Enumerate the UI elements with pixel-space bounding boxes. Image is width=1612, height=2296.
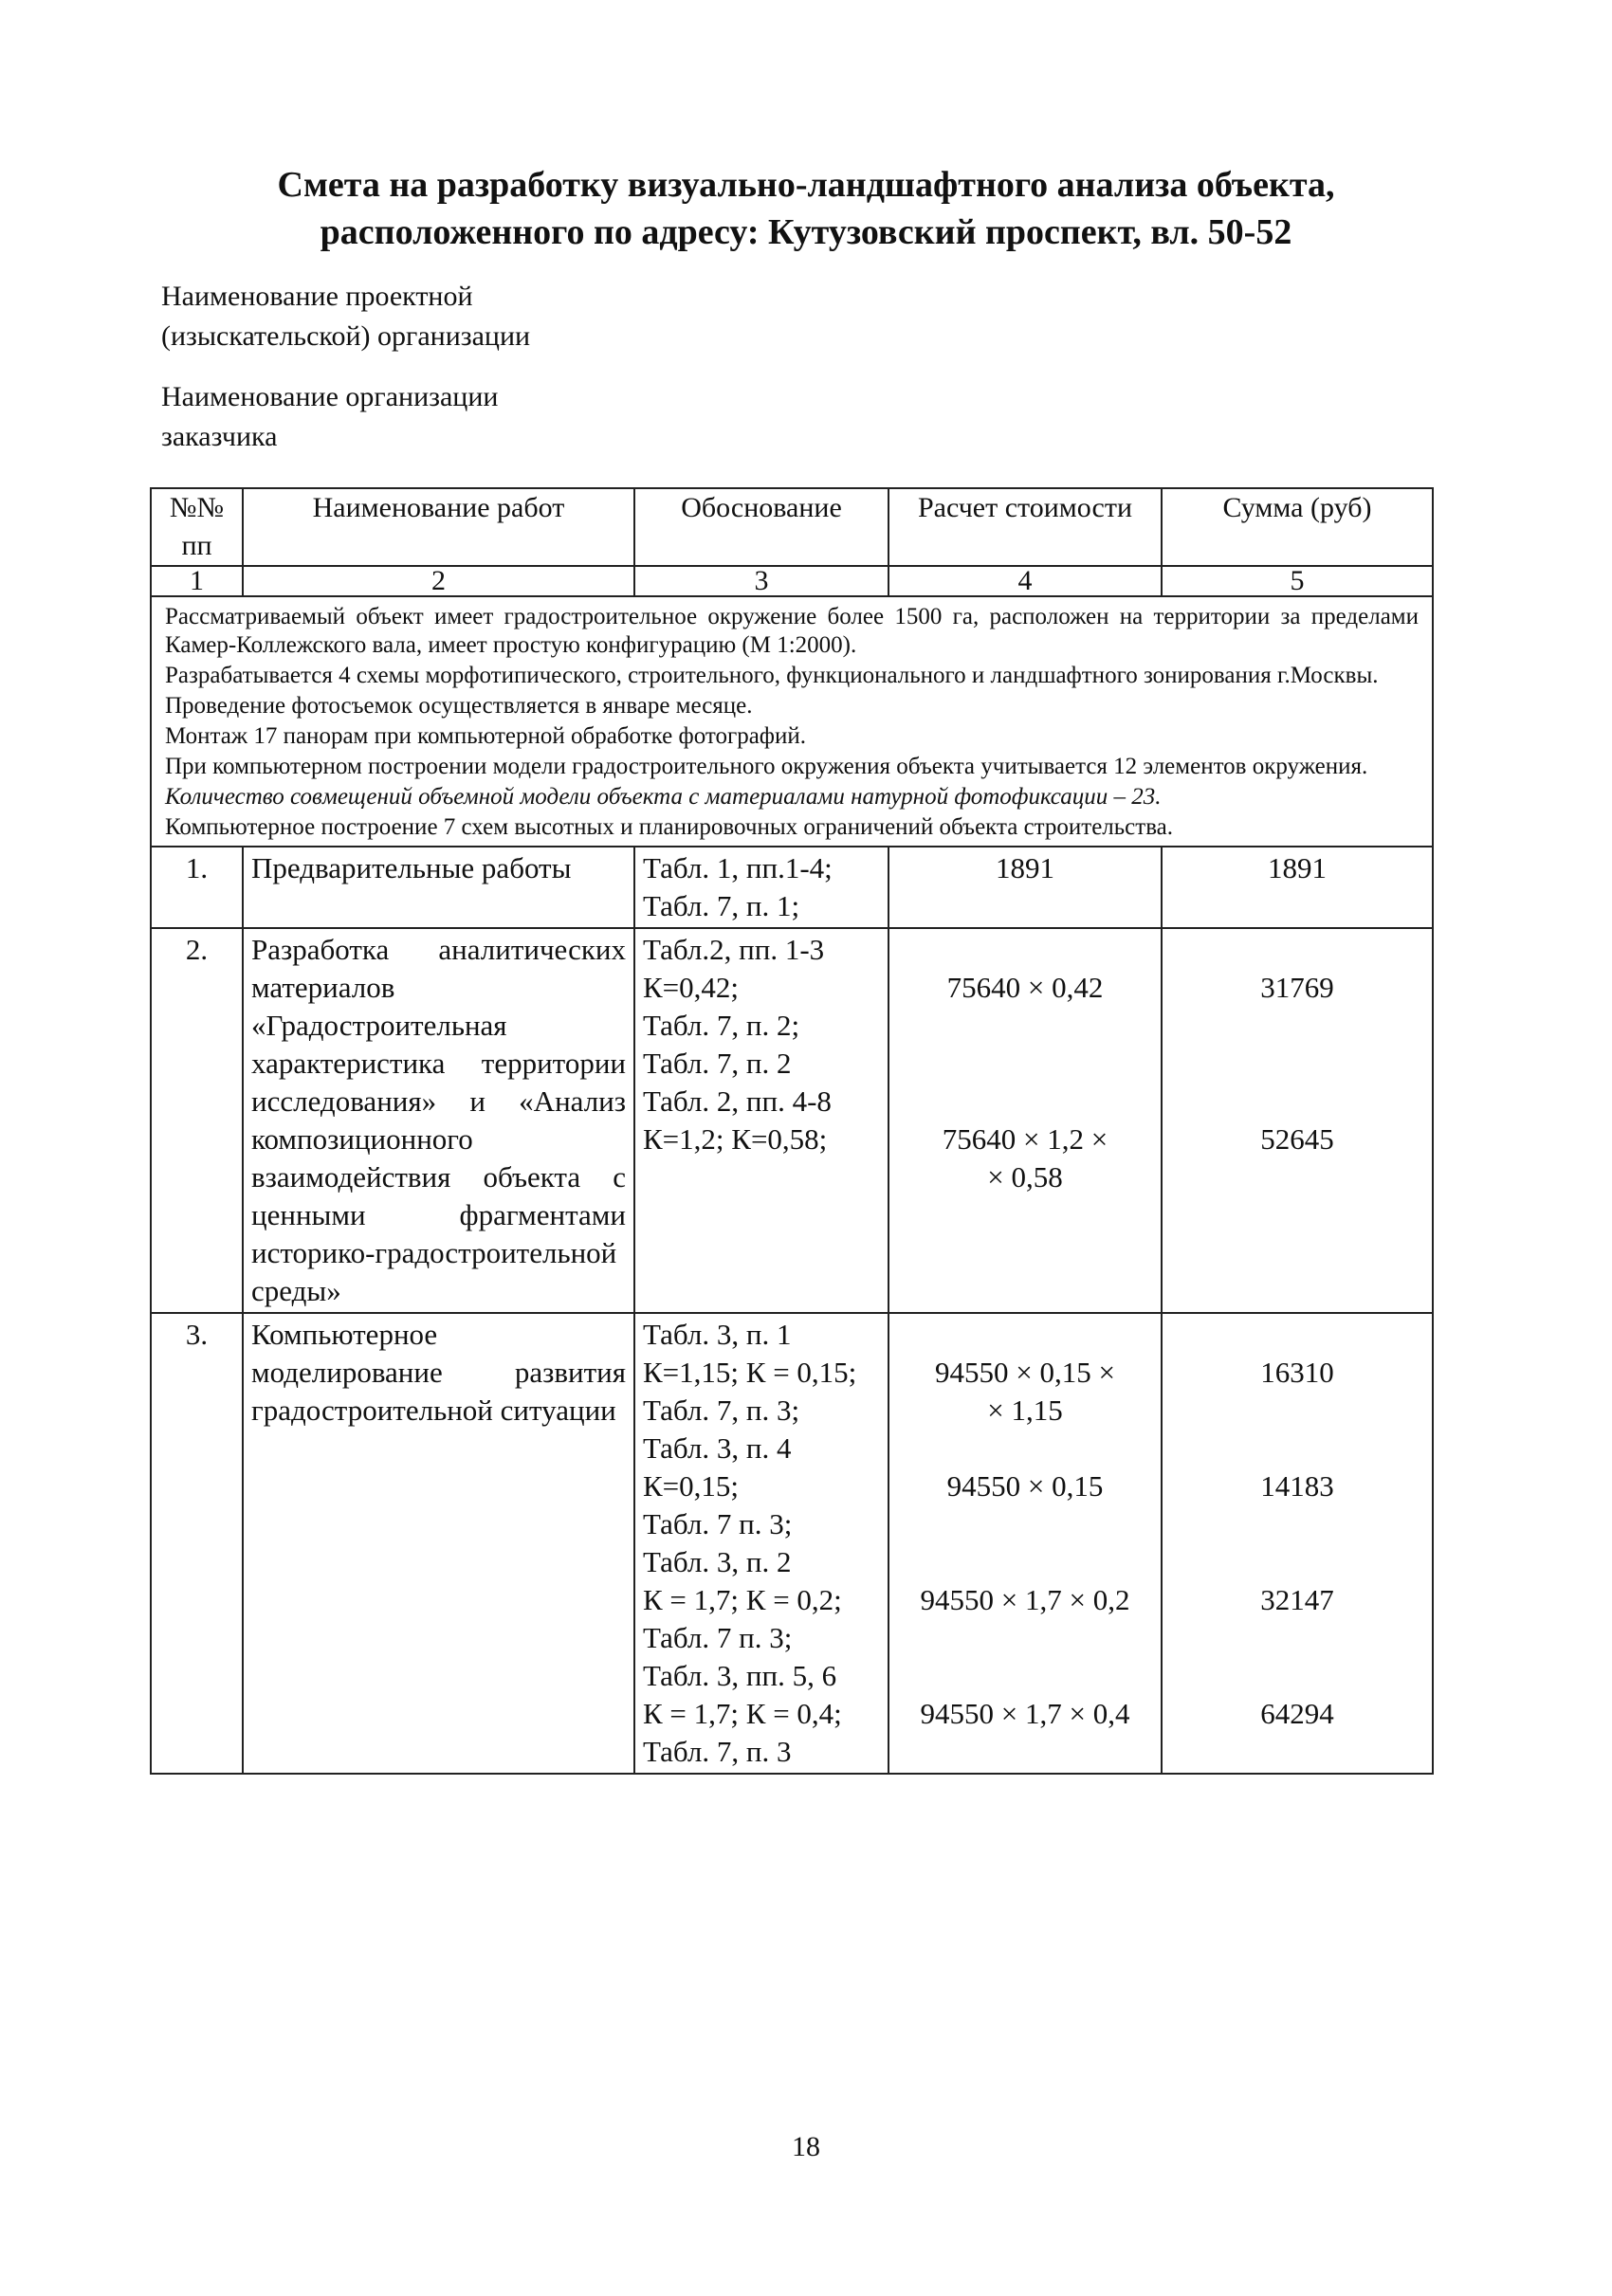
work-name: Компьютерное моделирование развития градостроительной ситуации [243,1313,634,1774]
basis-cell: Табл. 3, п. 1 К=1,15; К = 0,15; Табл. 7, п. 3; Табл. 3, п. 4 К=0,15; Табл. 7 п. 3; Табл. 3, п. 2 К = 1,7; К = 0,2; Табл. 7 п. 3; Табл. 3, пп. 5, 6 К = 1,7; К = 0,4; Табл. 7, п. 3 [634,1313,888,1774]
estimate-table [150,487,1434,1775]
row-number: 1. [151,847,243,928]
table-header-row [151,488,1433,566]
note-paragraph: Монтаж 17 панорам при компьютерной обработке фотографий. [165,723,807,749]
work-name: Предварительные работы [243,847,634,928]
calc-cell: 1891 [888,847,1162,928]
header-basis: Обоснование [634,488,888,566]
note-paragraph: При компьютерном построении модели градостроительного окружения объекта учитывается 12 элементов окружения. [165,754,1368,779]
table-notes-row [151,596,1433,847]
table-row [151,847,1433,928]
note-paragraph: Компьютерное построение 7 схем высотных и планировочных ограничений объекта строительства. [165,814,1174,840]
title-line-2: расположенного по адресу: Кутузовский проспект, вл. 50-52 [320,212,1292,252]
designer-org-label: Наименование проектной (изыскательской) организации [161,281,531,352]
column-number: 5 [1162,566,1433,596]
sum-cell: 1891 [1162,847,1433,928]
header-work: Наименование работ [243,488,634,566]
row-number: 2. [151,928,243,1313]
header-sum: Сумма (руб) [1162,488,1433,566]
column-number: 4 [888,566,1162,596]
header-calc: Расчет стоимости [888,488,1162,566]
calc-cell: 75640 × 0,42 75640 × 1,2 × × 0,58 [888,928,1162,1313]
column-number: 3 [634,566,888,596]
object-description [151,596,1433,847]
note-paragraph: Разрабатывается 4 схемы морфотипического, строительного, функционального и ландшафтного зонирования г.Москвы. [165,663,1379,688]
table-column-numbers-row [151,566,1433,596]
basis-cell: Табл. 1, пп.1-4; Табл. 7, п. 1; [634,847,888,928]
sum-cell: 16310 14183 32147 64294 [1162,1313,1433,1774]
work-name: Разработка аналитических материалов «Градостроительная характеристика территории исследования» и «Анализ композиционного взаимодействия объекта с ценными фрагментами историко-градостроительной среды» [243,928,634,1313]
column-number: 1 [151,566,243,596]
calc-cell: 94550 × 0,15 × × 1,15 94550 × 0,15 94550 × 1,7 × 0,2 94550 × 1,7 × 0,4 [888,1313,1162,1774]
basis-cell: Табл.2, пп. 1-3 К=0,42; Табл. 7, п. 2; Табл. 7, п. 2 Табл. 2, пп. 4-8 К=1,2; К=0,58; [634,928,888,1313]
page-title [152,161,1460,256]
table-row [151,928,1433,1313]
column-number: 2 [243,566,634,596]
table-row [151,1313,1433,1774]
title-line-1: Смета на разработку визуально-ландшафтного анализа объекта, [277,165,1335,205]
customer-org-label: Наименование организации заказчика [161,381,499,452]
note-paragraph: Проведение фотосъемок осуществляется в январе месяце. [165,693,753,719]
note-paragraph: Рассматриваемый объект имеет градостроительное окружение более 1500 га, расположен на территории за пределами Камер-Коллежского вала, имеет простую конфигурацию (М 1:2000). [165,604,1419,658]
note-paragraph: Количество совмещений объемной модели объекта с материалами натурной фотофиксации – 23. [165,784,1162,810]
page-number: 18 [792,2131,820,2162]
row-number: 3. [151,1313,243,1774]
sum-cell: 31769 52645 [1162,928,1433,1313]
header-num: №№ пп [151,488,243,566]
